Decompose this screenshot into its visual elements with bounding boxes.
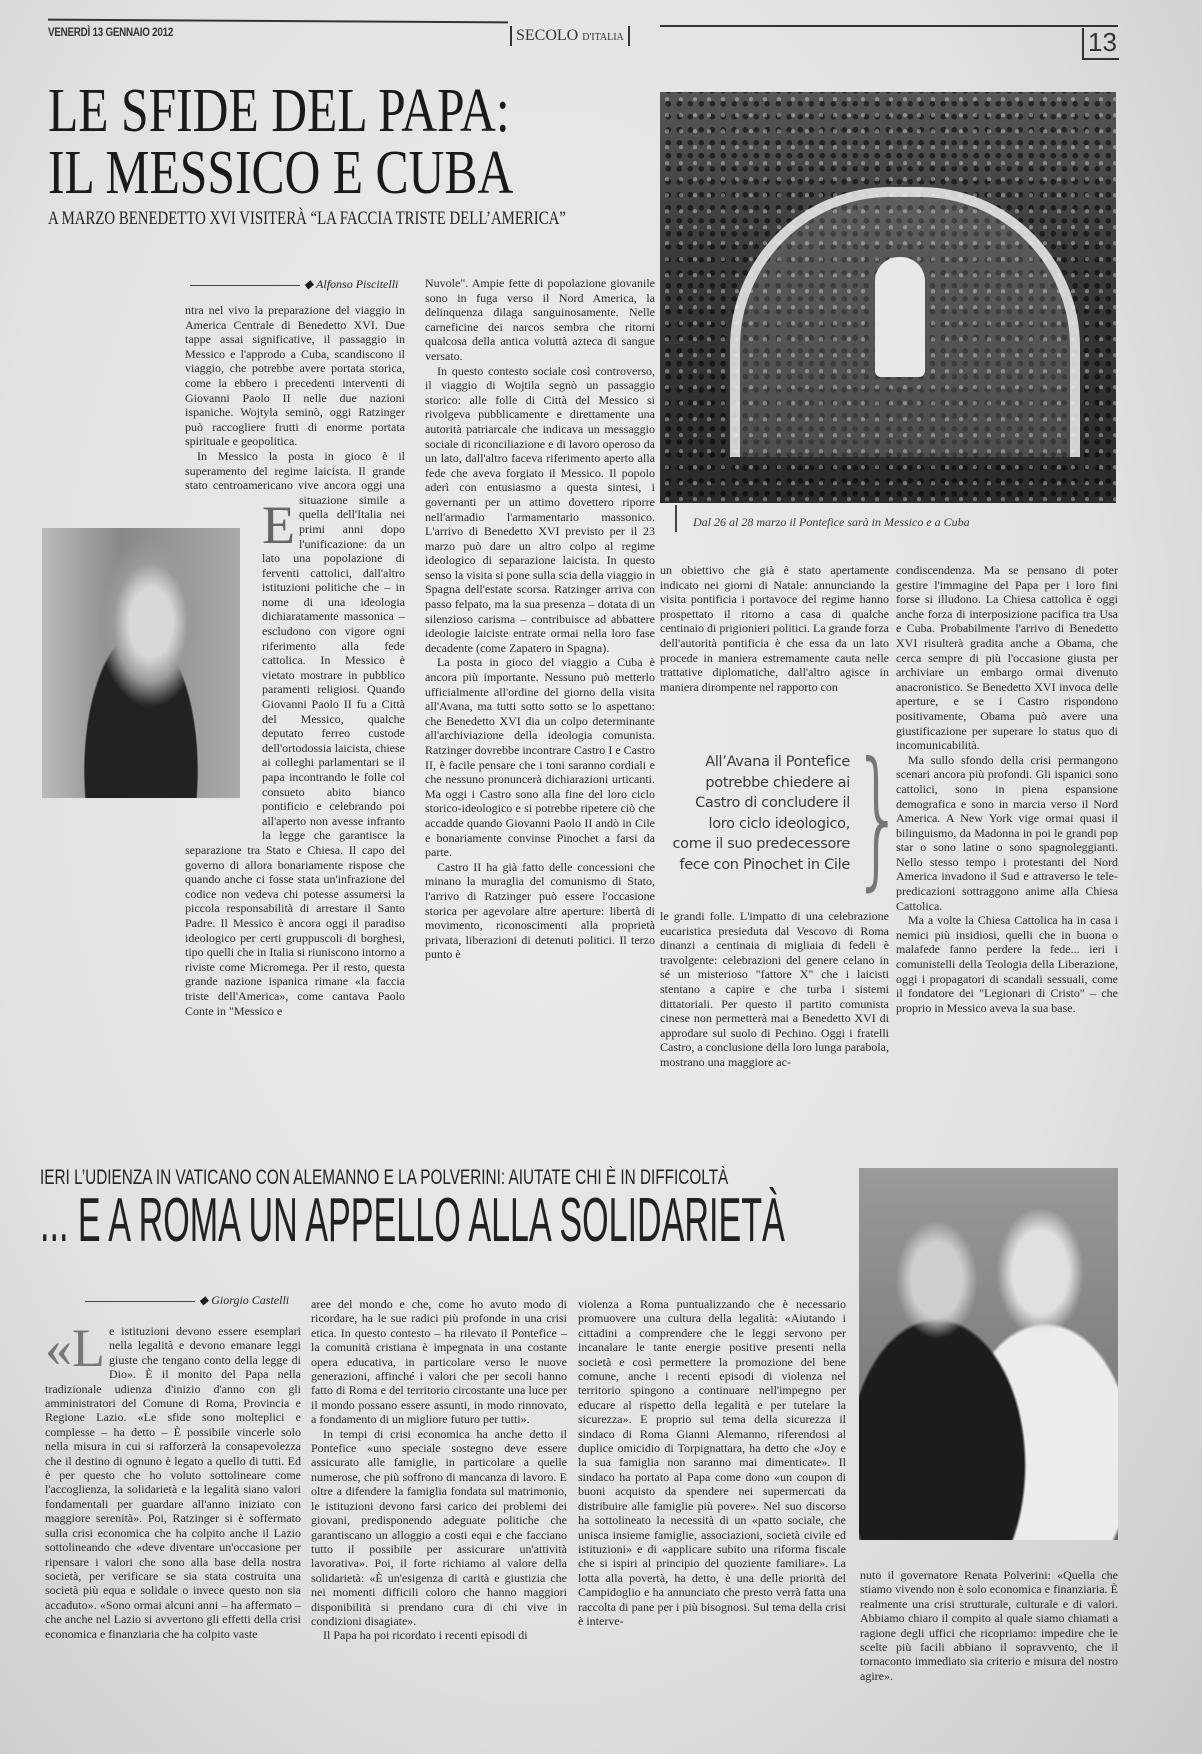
paragraph: La posta in gioco del viaggio a Cuba è ancora più importante. Nessuno può metterlo ufficialmente all'ordine del giorno della visita all'Avana, ma tutti sotto sotto se lo aspettano: che Benedetto XVI dia un colpo determinante all'archiviazione della ideologia comunista. Ratzinger dovrebbe incontrare Castro I e Castro II, è facile pensare che i toni saranno cordiali e che nessuno pronuncerà dichiarazioni urticanti. Ma oggi i Castro sono alla fine del loro ciclo storico-ideologico e si potrebbe ripetere ciò che accadde quando Giovanni Paolo II andò in Cile e bonariamente convinse Pinochet a farsi da parte. (425, 655, 655, 860)
author-name: Alfonso Piscitelli (316, 277, 399, 291)
masthead (510, 26, 630, 46)
header-rule-left (48, 19, 508, 24)
article2-column-1 (45, 1324, 301, 1714)
subtitle: A MARZO BENEDETTO XVI VISITERÀ “LA FACCIA TRISTE DELL’AMERICA” (48, 208, 566, 229)
brace-ornament: } (852, 731, 905, 905)
paragraph: violenza a Roma puntualizzando che è necessario promuovere una cultura della legalità: «Aiutando i cittadini a comprendere che le leggi servono per incanalare le tante energie positive presenti nella società e così permettere la promozione del bene comune, anche i recenti episodi di violenza nel territorio spingono a continuare nell'impegno per educare al rispetto della legalità e per tutelare la sicurezza». E proprio sul tema della sicurezza il sindaco di Roma Gianni Alemanno, riferendosi al duplice omicidio di Torpignattara, ha detto che «Joy e la sua famiglia non saranno mai dimenticate». Il sindaco ha portato al Papa come dono «un coupon di buoni acquisto da spendere nei supermercati da distribuire alle famiglie più povere». Nel suo discorso ha sottolineato la necessità di un «patto sociale, che unisca insieme famiglie, associazioni, società civile ed istituzioni» e di «applicare subito una riforma fiscale che si ispiri al principio del quoziente familiare». La lotta alla povertà, ha detto, è una delle priorità del Campidoglio e ha annunciato che presto verrà fatta una raccolta di pane per i più bisognosi. Sul tema della crisi è interve- (578, 1297, 846, 1628)
header-rule-right (660, 25, 1118, 27)
article1-column-3-top (660, 563, 889, 711)
paragraph: Ma sullo sfondo della crisi permangono scenari ancora più profondi. Gli ispanici sono cattolici, sono in piena espansione demografica e sono in marcia verso il Nord America. A New York vige ormai quasi il bilinguismo, da Madonna in poi le grandi pop star o sono latine o sono spagnoleggianti. Nello stesso tempo i protestanti del Nord America invadono il Sud e attraverso le tele-predicazioni sottraggono anime alla Chiesa Cattolica. (896, 752, 1118, 913)
page-number: 13 (1082, 28, 1119, 60)
byline (190, 277, 398, 292)
article2-column-2 (311, 1297, 567, 1714)
byline-rule (85, 1301, 195, 1302)
drop-cap: E (262, 495, 295, 555)
article1-column-4 (896, 563, 1118, 1099)
diamond-icon: ◆ (199, 1293, 209, 1307)
byline (85, 1293, 289, 1308)
paragraph: Il Papa ha poi ricordato i recenti episodi di (323, 1628, 528, 1643)
byline-rule (190, 285, 300, 286)
paragraph: In Messico la posta in gioco è il superamento del regime laicista. Il grande stato centroamericano vive ancora oggi una situazione simile a quella dell'Italia nei primi anni dopo l'unificazione: da un lato una popolazione di ferventi cattolici, dall'altro istituzioni politiche che – in nome di una ideologia dichiaratamente massonica – escludono con vigore ogni riferimento alla fede cattolica. In Messico è vietato mostrare in pubblico paramenti religiosi. Quando Giovanni Paolo II fu a Città del Messico, qualche deputato ferreo custode dell'ortodossia laicista, chiese ai colleghi parlamentari se il papa incontrando le folle col consueto abito bianco pontificio e celebrando poi all'aperto non avesse infranto la legge che garantisce la separazione tra Stato e Chiesa. Il capo del governo di allora bonariamente rispose che quando anche ci fosse stata un'infrazione del codice non vedeva chi potesse assumersi la piccola responsabilità di arrestare il Santo Padre. Il Messico è ancora oggi il paradiso ideologico per certi gruppuscoli di borghesi, tipo quelli che in Italia si riuniscono intorno a riviste come Micromega. Per il resto, questa grande nazione ispanica rimane «la faccia triste dell'America», come cantava Paolo Conte in "Messico e (185, 448, 405, 1018)
article2-kicker: IERI L’UDIENZA IN VATICANO CON ALEMANNO E LA POLVERINI: AIUTATE CHI È IN DIFFICOLTÀ (40, 1166, 729, 1189)
popemobile-crowd-photo (660, 92, 1116, 503)
paragraph: In questo contesto sociale così controverso, il viaggio di Wojtila segnò un passaggio storico: alle folle di Città del Messico si rivolgeva pubblicamente e direttamente una autorità patriarcale che indicava un messaggio sociale di riconciliazione e di lavoro operoso da un lato, dall'altro faceva riferimento aperto alla fede che aveva forgiato il Messico. Il popolo aderì con entusiasmo a questa sintesi, i governanti per un attimo dovettero riporre nell'armadio l'armamentario massonico. L'arrivo di Benedetto XVI previsto per il 23 marzo può dare un altro colpo al regime ideologico di separazione laicista. In questo senso la visita si pone sulla scia della viaggio in Spagna dell'estate scorsa. Ratzinger arriva con passo felpato, ma la sua presenza – dotata di un silenzioso carisma – contribuisce ad abbattere ideologie laiciste entrate ormai nella loro fase decadente (come Zapatero in Spagna). (425, 363, 655, 655)
article2-headline: ... E A ROMA UN APPELLO ALLA SOLIDARIETÀ (40, 1186, 785, 1255)
paragraph: In tempi di crisi economica ha anche detto il Pontefice «uno speciale sostegno deve essere assicurato alle famiglie, in particolare a quelle numerose, che più soffrono di mancanza di lavoro. E oltre a difendere la famiglia fondata sul matrimonio, le istituzioni devono farsi carico dei problemi dei giovani, predisponendo adeguate politiche che garantiscano un alloggio a costi equi e che facciano tutto il possibile per assicurare un'attività lavorativa». Poi, il forte richiamo al valore della solidarietà: «È un'esigenza di carità e giustizia che nei momenti difficili coloro che hanno maggiori disponibilità si prendano cura di chi vive in condizioni disagiate». (311, 1426, 567, 1628)
paragraph: e istituzioni devono essere esemplari nella legalità e devono emanare leggi giuste che tengano conto della legge di Dio». È il monito del Papa nella tradizionale udienza d'inizio d'anno con gli amministratori del Comune di Roma, Provincia e Regione Lazio. «Le sfide sono molteplici e complesse – ha detto – È possibile vincerle solo nella misura in cui si rafforzerà la consapevolezza che il destino di ognuno è legato a quello di tutti. Ed è per questo che ho voluto sottolineare come l'accoglienza, la solidarietà e la legalità siano valori fondamentali per guardare all'anno iniziato con maggiore serenità». Poi, Ratzinger si è soffermato sulla crisi economica che ha colpito anche il Lazio sottolineando che «deve diventare un'occasione per ripensare i valori che sono alla base della nostra società, per verificare se sia stata costruita una società più equa e solidale o invece questo non sia accaduto». «Sono ormai alcuni anni – ha affermato – che anche nel Lazio si avvertono gli effetti della crisi economica e finanziaria che ha colpito vaste (45, 1324, 301, 1641)
paragraph: ntra nel vivo la preparazione del viaggio in America Centrale di Benedetto XVI. Due tappe assai significative, il passaggio in Messico e l'approdo a Cuba, scandiscono il viaggio, che potrebbe avere portata storica, come la ebbero i precedenti interventi di Giovanni Paolo II nelle due nazioni ispaniche. Wojtyla seminò, oggi Ratzinger può raccogliere frutti di enorme portata spirituale e geopolitica. (185, 303, 405, 449)
article2-column-4 (860, 1568, 1118, 1714)
paragraph: aree del mondo e che, come ho avuto modo di ricordare, ha le sue radici più profonde in una crisi etica. In questo contesto – ha rilevato il Pontefice – la comunità cristiana è impegnata in una costante opera educativa, in particolare verso le nuove generazioni, affinché i valori che per secoli hanno fatto di Roma e del territorio circostante una luce per il mondo possano essere assunti, in modo rinnovato, a fondamento di un migliore futuro per tutti». (311, 1297, 567, 1427)
paragraph: Nuvole". Ampie fette di popolazione giovanile sono in fuga verso il Nord America, la delinquenza dilaga sanguinosamente. Nelle carneficine dei narcos sembra che ritorni qualcosa della antica voluttà azteca di sangue versato. (425, 276, 655, 363)
masthead-main: SECOLO (516, 27, 579, 44)
headline-line-1: LE SFIDE DEL PAPA: (48, 77, 510, 145)
pope-figure (875, 257, 925, 377)
pull-quote: All’Avana il Pontefice potrebbe chiedere ai Castro di concludere il loro ciclo ideologico, come il suo predecessore fece con Pinochet in Cile (672, 754, 850, 873)
masthead-small: D'ITALIA (582, 32, 624, 43)
diamond-icon: ◆ (304, 277, 314, 291)
headline-line-2: IL MESSICO E CUBA (48, 139, 514, 207)
drop-cap: «L (45, 1324, 105, 1378)
author-name: Giorgio Castelli (211, 1293, 290, 1307)
issue-date: VENERDÌ 13 GENNAIO 2012 (48, 25, 174, 39)
paragraph: nuto il governatore Renata Polverini: «Quella che stiamo vivendo non è solo economica e finanziaria. È realmente una crisi strutturale, culturale e di valori. Abbiamo chiaro il compito al quale siamo chiamati a ragione degli uffici che ricopriamo: impedire che le scelte più facili abbiano il sopravvento, che il tornaconto immediato sia criterio e misura del nostro agire». (860, 1568, 1118, 1683)
caption-bar (675, 505, 677, 532)
article1-column-3-bottom (660, 909, 889, 1099)
paragraph: condiscendenza. Ma se pensano di poter gestire l'immagine del Papa per i loro fini forse si illudono. La Chiesa cattolica è oggi anche forza di interposizione pacifica tra Usa e Cuba. Probabilmente l'arrivo di Benedetto XVI risulterà gradita anche a Obama, che cerca sempre di più l'occasione giusta per archiviare un embargo ormai divenuto anacronistico. Se Benedetto XVI invoca delle aperture, e se i Castro rispondono positivamente, Obama può avere una giustificazione per superare lo status quo di incomunicabilità. (896, 563, 1118, 753)
paragraph: Ma a volte la Chiesa Cattolica ha in casa i nemici più insidiosi, quelli che in buona o malafede fanno perdere la fede... ieri i comunistelli della Teologia della Liberazione, oggi i propagatori di scandali sessuali, come il fondatore dei "Legionari di Cristo" – che proprio in Messico aveva la sua base. (896, 913, 1118, 1015)
article2-column-3 (578, 1297, 846, 1714)
photo-caption: Dal 26 al 28 marzo il Pontefice sarà in Messico e a Cuba (693, 515, 970, 529)
article1-column-1 (185, 303, 405, 1098)
audience-photo (859, 1168, 1118, 1540)
article1-column-2 (425, 276, 655, 1098)
paragraph: Castro II ha già fatto delle concessioni che minano la muraglia del comunismo di Stato, l'arrivo di Ratzinger può essere l'occasione storica per agevolare altre aperture: libertà di movimento, riconoscimenti alla proprietà privata, liberazioni di detenuti politici. Il terzo punto è (425, 859, 655, 962)
paragraph: un obiettivo che già è stato apertamente indicato nei giorni di Natale: annunciando la visita pontificia i portavoce del regime hanno prospettato il ritorno a casa di qualche centinaio di prigionieri politici. La grande forza dell'autorità pontificia è che essa da un lato procede in maniera estremamente cauta nelle trattative diplomatiche, dall'altro agisce in maniera dirompente nel rapporto con (660, 563, 889, 694)
paragraph: le grandi folle. L'impatto di una celebrazione eucaristica presieduta dal Vescovo di Roma dinanzi a centinaia di migliaia di fedeli è travolgente: celebrazioni del genere celano in sé un misterioso "fattore X" che i laicisti stentano a capire e che turba i sistemi dittatoriali. Per questo il partito comunista cinese non permetterà mai a Benedetto XVI di approdare sul suolo di Pechino. Oggi i fratelli Castro, a conclusione della loro lunga parabola, mostrano una maggiore ac- (660, 909, 889, 1069)
photo-wrap-spacer (185, 501, 262, 831)
